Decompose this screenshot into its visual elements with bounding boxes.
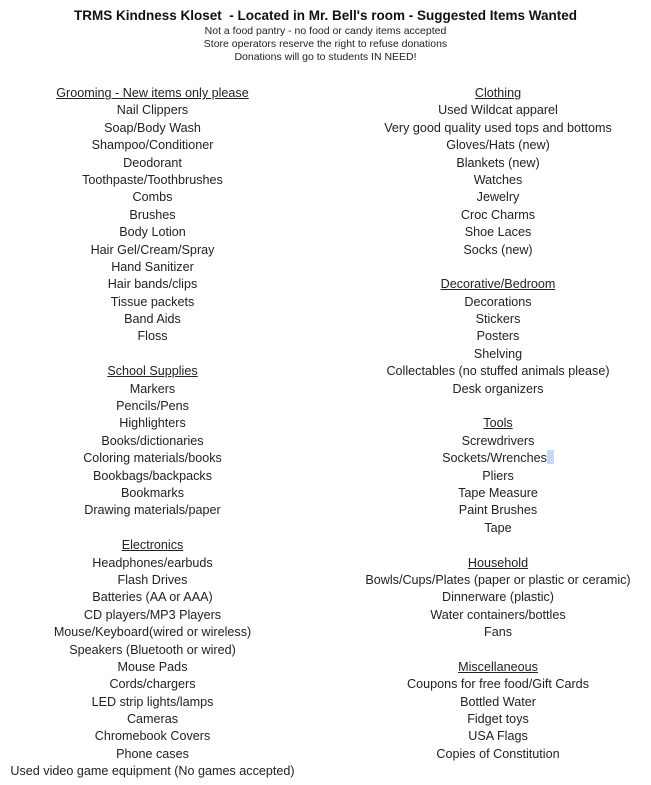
section-heading: Decorative/Bedroom bbox=[440, 277, 556, 292]
list-item bbox=[0, 711, 305, 728]
list-item bbox=[0, 572, 305, 589]
list-item bbox=[345, 346, 651, 363]
document-title: TRMS Kindness Kloset - Located in Mr. Bell's room - Suggested Items Wanted bbox=[73, 8, 578, 23]
list-item bbox=[345, 520, 651, 537]
section-heading: School Supplies bbox=[107, 364, 198, 379]
list-item bbox=[0, 207, 305, 224]
list-item bbox=[0, 381, 305, 398]
item-text: Pencils/Pens bbox=[116, 399, 189, 414]
item-text: USA Flags bbox=[468, 729, 528, 744]
item-text: Paint Brushes bbox=[458, 503, 538, 518]
list-item bbox=[0, 120, 305, 137]
list-item bbox=[345, 450, 651, 467]
list-item bbox=[0, 555, 305, 572]
list-item bbox=[345, 433, 651, 450]
item-text: Blankets (new) bbox=[456, 155, 540, 170]
list-item bbox=[0, 189, 305, 206]
item-text: Body Lotion bbox=[119, 225, 186, 240]
list-item bbox=[345, 189, 651, 206]
list-item bbox=[345, 468, 651, 485]
item-text: Coloring materials/books bbox=[83, 451, 222, 466]
section-heading: Electronics bbox=[121, 538, 184, 553]
item-text: Bottled Water bbox=[460, 694, 536, 709]
document-header bbox=[0, 7, 651, 64]
section-heading: Household bbox=[467, 555, 529, 570]
section-household bbox=[345, 555, 651, 642]
item-text: Copies of Constitution bbox=[436, 746, 560, 761]
list-item bbox=[345, 102, 651, 119]
list-item bbox=[0, 485, 305, 502]
item-text: Posters bbox=[476, 329, 520, 344]
item-text: Croc Charms bbox=[460, 207, 536, 222]
item-text: Soap/Body Wash bbox=[104, 120, 201, 135]
item-text: Socks (new) bbox=[463, 242, 533, 257]
list-item bbox=[345, 711, 651, 728]
section-heading: Tools bbox=[483, 416, 513, 431]
item-text: Batteries (AA or AAA) bbox=[92, 590, 213, 605]
list-item bbox=[0, 328, 305, 345]
list-item bbox=[0, 468, 305, 485]
list-item bbox=[345, 728, 651, 745]
list-item bbox=[0, 242, 305, 259]
list-item bbox=[345, 155, 651, 172]
item-text: Shampoo/Conditioner bbox=[91, 138, 214, 153]
item-text: Shelving bbox=[473, 346, 523, 361]
list-item bbox=[0, 259, 305, 276]
list-item bbox=[345, 137, 651, 154]
item-text: Band Aids bbox=[124, 312, 181, 327]
list-item bbox=[0, 450, 305, 467]
list-item bbox=[0, 659, 305, 676]
list-item bbox=[345, 676, 651, 693]
list-item bbox=[0, 676, 305, 693]
item-text: Fidget toys bbox=[467, 712, 529, 727]
left-column bbox=[0, 85, 305, 781]
item-text: Decorations bbox=[464, 294, 532, 309]
item-text: LED strip lights/lamps bbox=[91, 694, 214, 709]
list-item bbox=[345, 363, 651, 380]
list-item bbox=[0, 137, 305, 154]
item-text: Nail Clippers bbox=[116, 103, 189, 118]
list-item bbox=[0, 155, 305, 172]
list-item bbox=[0, 502, 305, 519]
item-text: Deodorant bbox=[123, 155, 182, 170]
item-text: Bookbags/backpacks bbox=[92, 468, 212, 483]
item-text: Brushes bbox=[129, 207, 176, 222]
list-item bbox=[0, 433, 305, 450]
list-item bbox=[345, 242, 651, 259]
list-item bbox=[345, 485, 651, 502]
item-text: Headphones/earbuds bbox=[92, 555, 213, 570]
list-item bbox=[0, 102, 305, 119]
item-text: Mouse Pads bbox=[117, 659, 188, 674]
section-grooming bbox=[0, 85, 305, 346]
item-text: Desk organizers bbox=[452, 381, 544, 396]
list-item bbox=[345, 328, 651, 345]
item-text: Markers bbox=[129, 381, 176, 396]
list-item bbox=[0, 398, 305, 415]
item-text: Tissue packets bbox=[110, 294, 195, 309]
list-item bbox=[345, 589, 651, 606]
item-text: Used Wildcat apparel bbox=[438, 103, 558, 118]
item-text: Coupons for free food/Gift Cards bbox=[406, 677, 589, 692]
item-text: Phone cases bbox=[116, 746, 189, 761]
list-item bbox=[0, 728, 305, 745]
list-item bbox=[345, 224, 651, 241]
header-line-food-policy: Not a food pantry - no food or candy items accepted bbox=[204, 25, 447, 37]
item-text: Hair Gel/Cream/Spray bbox=[90, 242, 215, 257]
item-text: Cameras bbox=[126, 712, 179, 727]
list-item bbox=[345, 607, 651, 624]
right-column bbox=[345, 85, 651, 763]
item-text: Bowls/Cups/Plates (paper or plastic or ceramic) bbox=[365, 572, 631, 587]
section-school-supplies bbox=[0, 363, 305, 520]
item-text: Gloves/Hats (new) bbox=[446, 138, 550, 153]
list-item bbox=[345, 746, 651, 763]
item-text: Speakers (Bluetooth or wired) bbox=[69, 642, 236, 657]
item-text: Sockets/Wrenches bbox=[442, 451, 547, 466]
list-item bbox=[0, 172, 305, 189]
item-text: Hair bands/clips bbox=[107, 277, 198, 292]
item-text: Drawing materials/paper bbox=[84, 503, 221, 518]
item-text: Cords/chargers bbox=[109, 677, 196, 692]
section-heading: Miscellaneous bbox=[458, 659, 538, 674]
item-text: Screwdrivers bbox=[461, 433, 535, 448]
list-item bbox=[0, 311, 305, 328]
list-item bbox=[0, 694, 305, 711]
list-item bbox=[0, 224, 305, 241]
section-clothing bbox=[345, 85, 651, 259]
item-text: Tape Measure bbox=[458, 485, 538, 500]
list-item bbox=[345, 624, 651, 641]
list-item bbox=[0, 589, 305, 606]
list-item bbox=[0, 276, 305, 293]
item-text: Jewelry bbox=[476, 190, 520, 205]
list-item bbox=[345, 572, 651, 589]
list-item bbox=[0, 746, 305, 763]
item-text: Fans bbox=[484, 625, 512, 640]
list-item bbox=[345, 207, 651, 224]
list-item bbox=[345, 311, 651, 328]
item-text: Collectables (no stuffed animals please) bbox=[386, 364, 610, 379]
text-cursor-selection bbox=[547, 450, 554, 464]
section-heading: Grooming - New items only please bbox=[56, 86, 249, 100]
item-text: Very good quality used tops and bottoms bbox=[384, 120, 612, 135]
section-electronics bbox=[0, 537, 305, 780]
item-text: Floss bbox=[137, 329, 168, 344]
item-text: Used video game equipment (No games accepted) bbox=[10, 764, 295, 779]
item-text: Dinnerware (plastic) bbox=[442, 590, 554, 605]
list-item bbox=[345, 502, 651, 519]
item-text: Bookmarks bbox=[121, 485, 184, 500]
list-item bbox=[0, 763, 305, 780]
item-text: CD players/MP3 Players bbox=[83, 607, 222, 622]
header-line-refuse-policy: Store operators reserve the right to refuse donations bbox=[203, 38, 448, 50]
item-text: Highlighters bbox=[119, 416, 186, 431]
list-item bbox=[345, 120, 651, 137]
list-item bbox=[0, 642, 305, 659]
item-text: Stickers bbox=[475, 312, 521, 327]
list-item bbox=[345, 694, 651, 711]
section-decorative-bedroom bbox=[345, 276, 651, 398]
item-text: Mouse/Keyboard(wired or wireless) bbox=[53, 625, 252, 640]
section-miscellaneous bbox=[345, 659, 651, 763]
section-tools bbox=[345, 415, 651, 537]
item-text: Hand Sanitizer bbox=[111, 259, 194, 274]
item-text: Chromebook Covers bbox=[94, 729, 211, 744]
list-item bbox=[0, 607, 305, 624]
list-item bbox=[345, 381, 651, 398]
item-text: Shoe Laces bbox=[464, 225, 532, 240]
list-item bbox=[0, 624, 305, 641]
list-item bbox=[0, 294, 305, 311]
list-item bbox=[0, 415, 305, 432]
item-text: Watches bbox=[473, 172, 523, 187]
list-item bbox=[345, 294, 651, 311]
item-text: Tape bbox=[484, 520, 512, 535]
section-heading: Clothing bbox=[474, 86, 522, 100]
item-text: Books/dictionaries bbox=[101, 433, 204, 448]
item-text: Flash Drives bbox=[117, 572, 188, 587]
header-line-students-in-need: Donations will go to students IN NEED! bbox=[234, 51, 417, 63]
list-item bbox=[345, 172, 651, 189]
item-text: Combs bbox=[132, 190, 173, 205]
item-text: Toothpaste/Toothbrushes bbox=[82, 172, 223, 187]
item-text: Pliers bbox=[482, 468, 514, 483]
item-text: Water containers/bottles bbox=[430, 607, 566, 622]
